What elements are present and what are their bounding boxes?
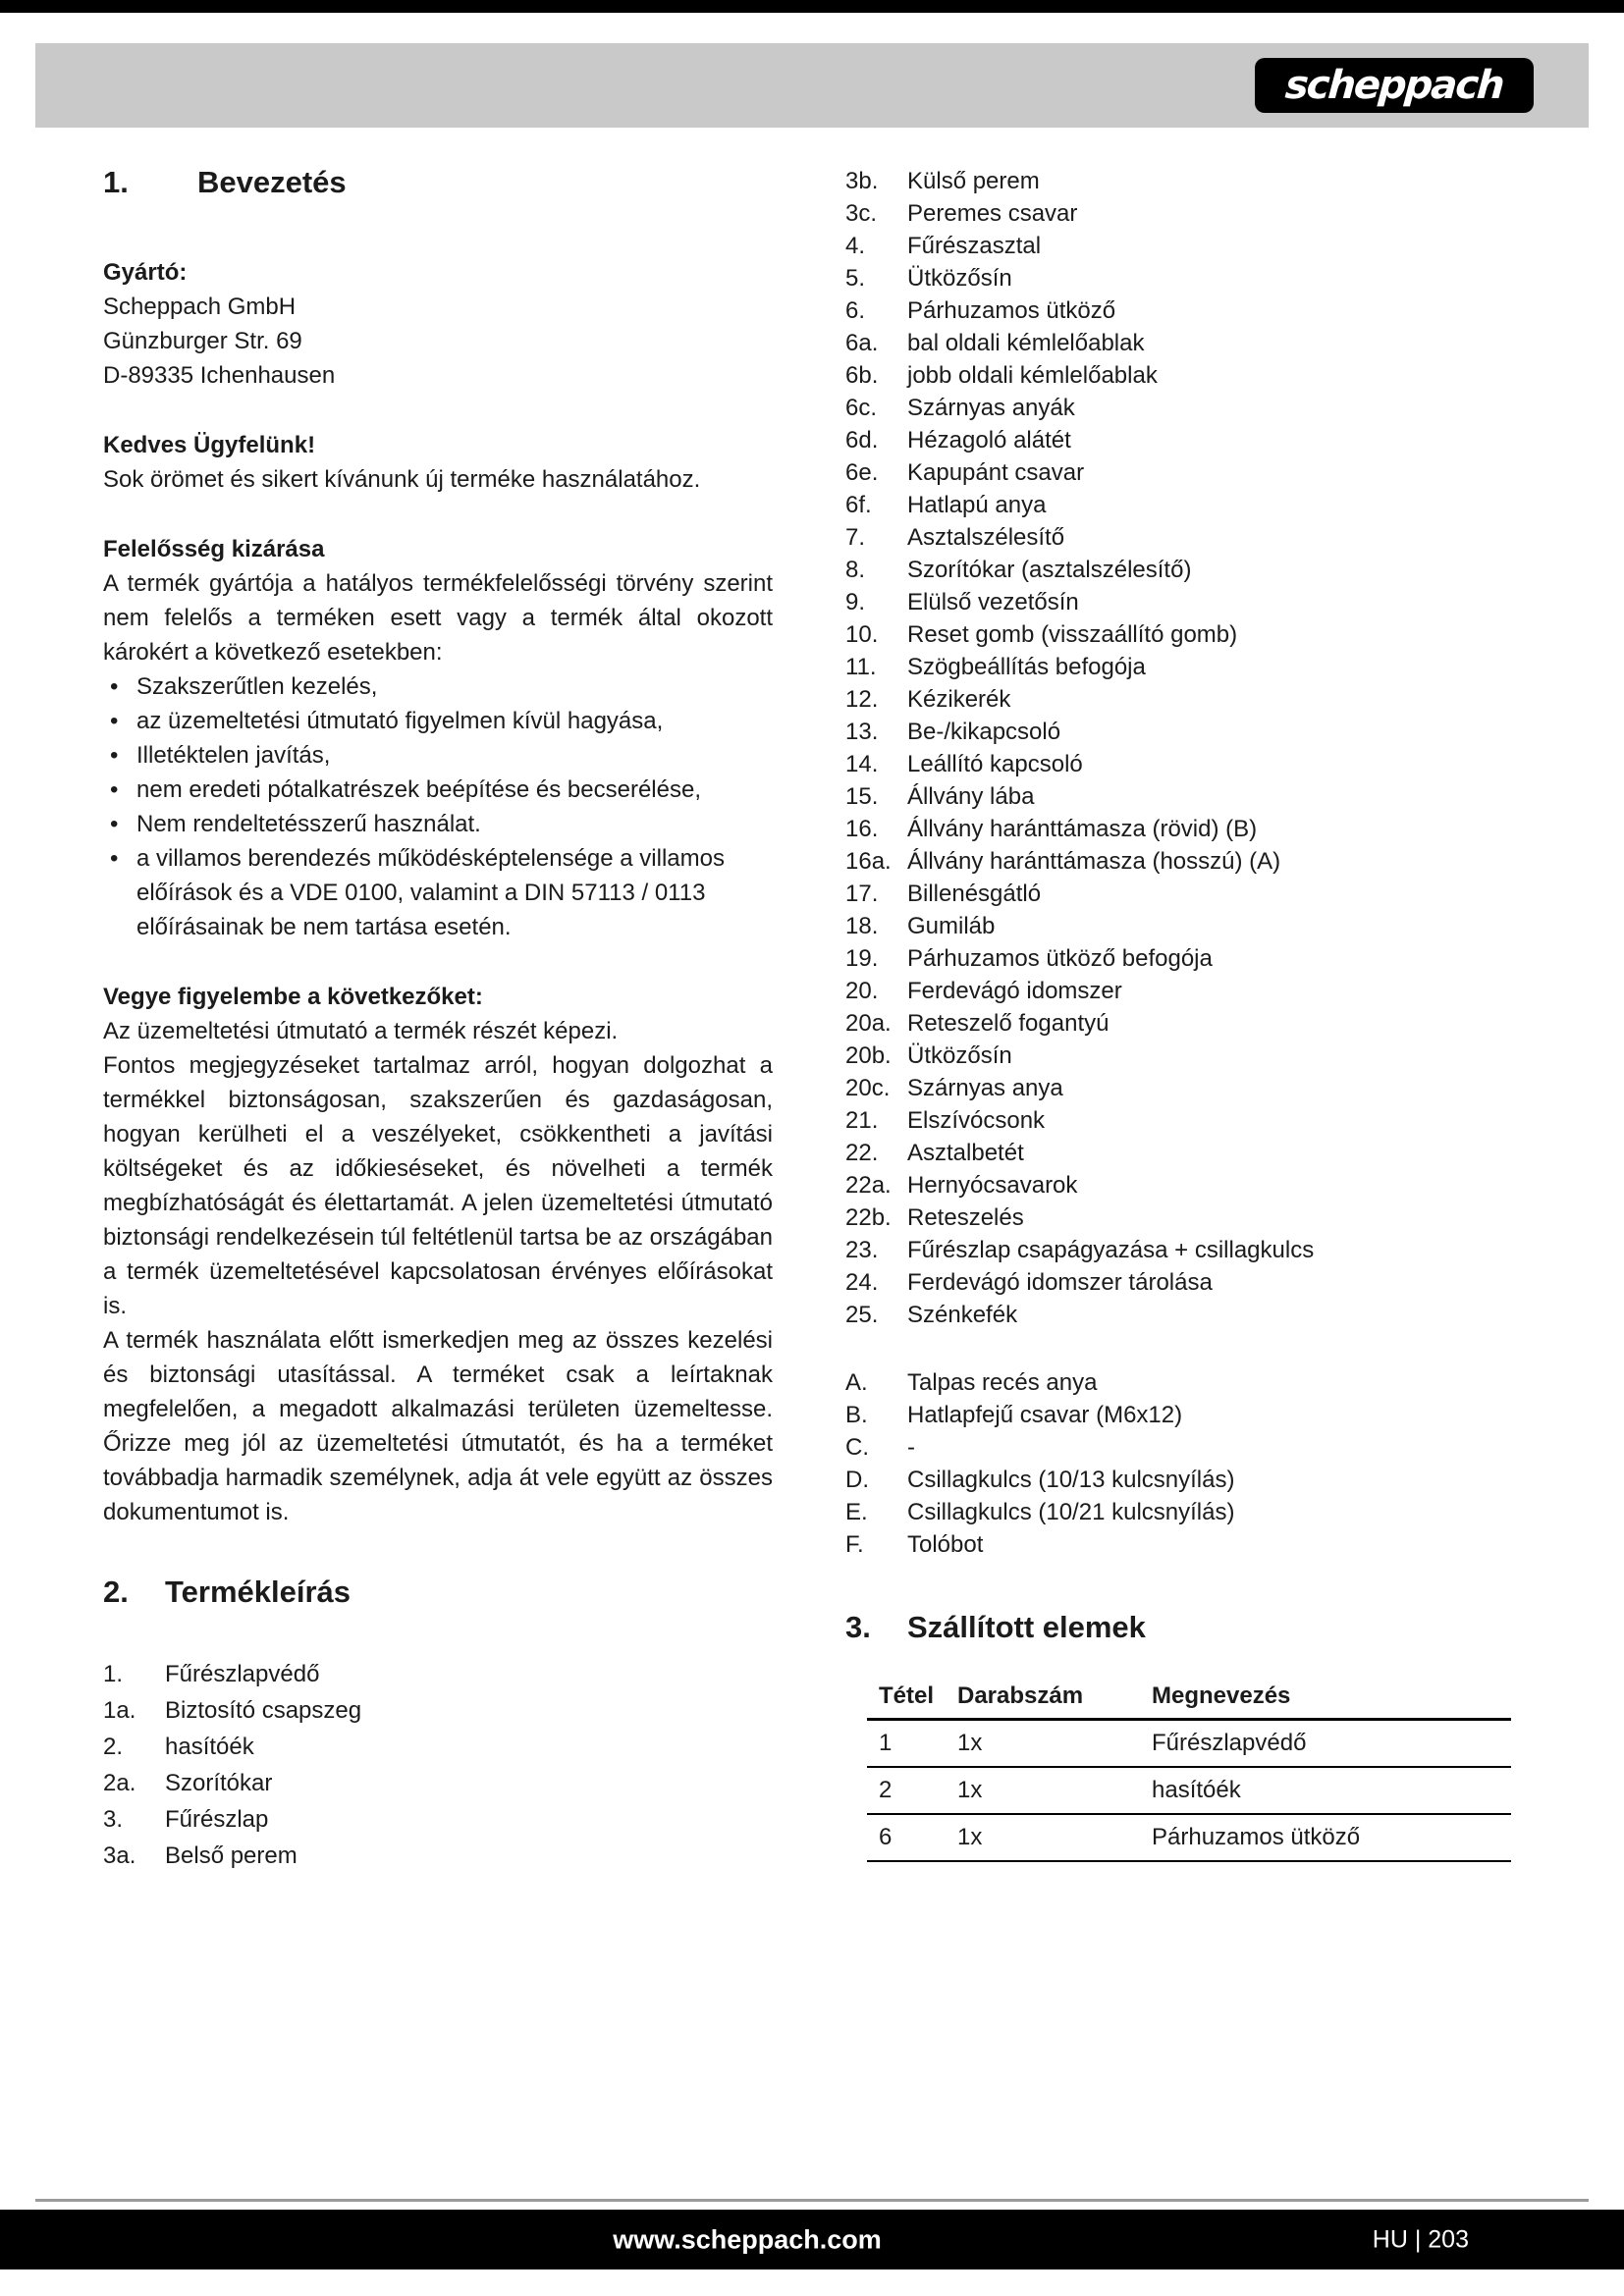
cell-item: 1 [867,1719,957,1767]
delivery-table-wrap [867,1681,1511,1862]
part-number: 20. [845,978,879,1004]
part-label: Gumiláb [907,913,996,939]
part-number: 4. [845,233,866,259]
address-line: Scheppach GmbH [103,293,297,320]
part-item [845,618,1511,651]
section-2-number: 2. [103,1574,129,1609]
part-item [845,424,1511,456]
section-1-number: 1. [103,165,129,199]
liability-list-item: • az üzemeltetési útmutató figyelmen kívül hagyása, [103,704,773,738]
accessory-label: Talpas recés anya [907,1369,1098,1396]
part-label: bal oldali kémlelőablak [907,330,1145,356]
footer-hairline [35,2199,1589,2202]
part-item [845,716,1511,748]
part-item [103,1765,773,1801]
part-item [103,1656,773,1692]
part-number: 15. [845,783,879,810]
part-label: Szénkefék [907,1302,1018,1328]
part-number: 2. [103,1734,124,1761]
part-item [845,165,1511,197]
dear-customer-block [103,428,773,497]
part-number: 3a. [103,1842,136,1870]
part-label: Leállító kapcsoló [907,751,1083,777]
part-label: Hernyócsavarok [907,1172,1078,1199]
part-item [845,456,1511,489]
accessory-item [845,1399,1511,1431]
col-header-name: Megnevezés [1152,1681,1511,1720]
part-number: 1a. [103,1697,136,1725]
left-column [103,165,773,1874]
part-label: Szárnyas anya [907,1075,1063,1101]
accessory-letter: C. [845,1434,869,1461]
accessory-item [845,1366,1511,1399]
part-item [845,845,1511,878]
liability-intro: A termék gyártója a hatályos termékfelelősségi törvény szerint nem felelős a terméken esett vagy a termék által okozott károkért a következő esetekben: [103,569,773,666]
part-number: 13. [845,719,879,745]
liability-list-item: • Szakszerűtlen kezelés, [103,669,773,704]
note-paragraph: Fontos megjegyzéseket tartalmaz arról, hogyan dolgozhat a termékkel biztonságosan, szakszerűen és gazdaságosan, hogyan kerülheti el a veszélyeket, csökkentheti a javítási költségeket és az időkieséseket, és növelheti a termék megbízhatóságát és élettartamát. A jelen üzemeltetési útmutató biztonsági rendelkezésein túl feltétlenül tartsa be az országában a termék üzemeltetésével kapcsolatosan érvényes előírásokat is. [103,1051,773,1319]
part-label: jobb oldali kémlelőablak [907,362,1158,389]
table-row [867,1719,1511,1767]
part-label: Fűrészlapvédő [165,1661,320,1688]
part-label: Reteszelő fogantyú [907,1010,1110,1037]
part-label: Külső perem [907,168,1040,194]
part-item [845,327,1511,359]
part-number: 20c. [845,1075,891,1101]
manufacturer-label: Gyártó: [103,258,188,286]
part-item [845,1072,1511,1104]
part-label: Kapupánt csavar [907,459,1085,486]
part-number: 25. [845,1302,879,1328]
part-number: 22b. [845,1204,892,1231]
part-item [845,683,1511,716]
part-label: Állvány haránttámasza (hosszú) (A) [907,848,1281,875]
part-label: Fűrészasztal [907,233,1042,259]
part-item [845,651,1511,683]
section-2-title: Termékleírás [165,1574,351,1609]
section-3-title: Szállított elemek [907,1610,1146,1644]
part-item [845,1266,1511,1299]
part-label: Fűrészlap csapágyazása + csillagkulcs [907,1237,1315,1263]
liability-list-item: • Illetéktelen javítás, [103,738,773,773]
part-item [103,1838,773,1874]
part-item [845,197,1511,230]
dear-customer-label: Kedves Ügyfelünk! [103,431,316,458]
part-label: Elszívócsonk [907,1107,1046,1134]
part-number: 6d. [845,427,879,454]
part-label: Párhuzamos ütköző befogója [907,945,1213,972]
accessory-label: Csillagkulcs (10/13 kulcsnyílás) [907,1467,1235,1493]
part-item [103,1729,773,1765]
right-column [845,165,1511,1874]
delivery-table [867,1681,1511,1862]
note-block [103,980,773,1529]
liability-list-item: • a villamos berendezés működésképtelensége a villamos előírások és a VDE 0100, valamint a DIN 57113 / 0113 előírásainak be nem tartása esetén. [103,841,773,944]
part-number: 3b. [845,168,879,194]
accessory-letter: E. [845,1499,868,1525]
accessory-item [845,1528,1511,1561]
accessory-item [845,1496,1511,1528]
part-item [845,878,1511,910]
part-number: 16. [845,816,879,842]
accessory-item [845,1464,1511,1496]
scheppach-logo-text: scheppach [1283,63,1505,108]
parts-list-left [103,1656,773,1874]
part-item [845,780,1511,813]
cell-name: Párhuzamos ütköző [1152,1814,1511,1861]
accessory-label: - [907,1434,915,1461]
parts-list-right [845,165,1511,1331]
part-item [845,489,1511,521]
part-item [845,1040,1511,1072]
part-item [845,1234,1511,1266]
cell-qty: 1x [957,1719,1152,1767]
accessory-label: Hatlapfejű csavar (M6x12) [907,1402,1183,1428]
part-number: 9. [845,589,866,615]
part-item [845,392,1511,424]
part-number: 6. [845,297,866,324]
part-item [845,586,1511,618]
part-item [103,1801,773,1838]
part-number: 14. [845,751,879,777]
part-number: 3. [103,1806,124,1834]
cell-name: hasítóék [1152,1767,1511,1814]
section-3-number: 3. [845,1610,871,1644]
part-number: 19. [845,945,879,972]
content-columns [103,165,1511,1874]
part-label: Állvány haránttámasza (rövid) (B) [907,816,1258,842]
part-item [845,262,1511,294]
part-label: Billenésgátló [907,881,1042,907]
part-label: Reset gomb (visszaállító gomb) [907,621,1238,648]
part-label: Asztalszélesítő [907,524,1065,551]
part-number: 16a. [845,848,892,875]
part-label: Szorítókar [165,1770,273,1797]
part-label: hasítóék [165,1734,254,1761]
part-number: 22a. [845,1172,892,1199]
part-label: Szögbeállítás befogója [907,654,1146,680]
footer-page-number: HU | 203 [1372,2225,1469,2253]
part-number: 7. [845,524,866,551]
part-label: Biztosító csapszeg [165,1697,362,1725]
part-number: 6a. [845,330,879,356]
part-number: 6e. [845,459,879,486]
part-item [845,521,1511,554]
part-label: Szárnyas anyák [907,395,1075,421]
part-number: 2a. [103,1770,136,1797]
footer-bar [0,2210,1624,2269]
part-item [845,230,1511,262]
part-label: Hézagoló alátét [907,427,1071,454]
part-number: 11. [845,654,877,680]
part-number: 17. [845,881,879,907]
accessory-letter: D. [845,1467,869,1493]
note-paragraph: Az üzemeltetési útmutató a termék részét képezi. [103,1017,619,1044]
liability-list [103,669,773,944]
part-item [845,1169,1511,1201]
part-item [845,554,1511,586]
liability-label: Felelősség kizárása [103,535,325,562]
part-item [845,748,1511,780]
cell-item: 2 [867,1767,957,1814]
note-paragraphs [103,1014,773,1529]
section-2-heading [103,1575,773,1610]
cell-qty: 1x [957,1767,1152,1814]
part-number: 6c. [845,395,878,421]
section-1-title: Bevezetés [197,165,347,199]
header-band [35,43,1589,128]
part-item [845,1104,1511,1137]
manufacturer-block [103,255,773,393]
footer-url: www.scheppach.com [613,2224,882,2254]
part-number: 3c. [845,200,878,227]
part-label: Elülső vezetősín [907,589,1079,615]
part-number: 12. [845,686,879,713]
part-number: 6f. [845,492,872,518]
part-label: Asztalbetét [907,1140,1024,1166]
part-number: 1. [103,1661,124,1688]
part-number: 6b. [845,362,879,389]
address-line: D-89335 Ichenhausen [103,361,336,389]
part-label: Hatlapú anya [907,492,1047,518]
part-item [845,1299,1511,1331]
dear-customer-text: Sok örömet és sikert kívánunk új terméke használatához. [103,465,701,493]
part-item [845,1137,1511,1169]
section-1-heading [103,165,773,200]
part-number: 23. [845,1237,879,1263]
part-label: Belső perem [165,1842,298,1870]
part-number: 18. [845,913,879,939]
delivery-table-body [867,1719,1511,1861]
delivery-table-header-row [867,1681,1511,1720]
part-label: Kézikerék [907,686,1011,713]
part-item [845,975,1511,1007]
cell-name: Fűrészlapvédő [1152,1719,1511,1767]
part-item [845,910,1511,942]
table-row [867,1767,1511,1814]
part-label: Fűrészlap [165,1806,269,1834]
note-label: Vegye figyelembe a következőket: [103,983,483,1010]
part-item [845,1201,1511,1234]
address-line: Günzburger Str. 69 [103,327,302,354]
accessory-letter: B. [845,1402,868,1428]
scheppach-logo [1255,58,1534,113]
part-item [845,294,1511,327]
section-3-heading [845,1610,1511,1645]
part-item [845,1007,1511,1040]
part-label: Peremes csavar [907,200,1078,227]
accessory-letter: A. [845,1369,868,1396]
accessory-item [845,1431,1511,1464]
part-number: 21. [845,1107,879,1134]
part-item [103,1692,773,1729]
col-header-qty: Darabszám [957,1681,1152,1720]
part-number: 20a. [845,1010,892,1037]
part-label: Szorítókar (asztalszélesítő) [907,557,1192,583]
accessory-letter-list [845,1366,1511,1561]
part-item [845,359,1511,392]
note-paragraph: A termék használata előtt ismerkedjen meg az összes kezelési és biztonsági utasítással. A terméket csak a leírtaknak megfelelően, a megadott alkalmazási területen üzemeltesse. Őrizze meg jól az üzemeltetési útmutatót, és ha a terméket továbbadja harmadik személynek, adja át vele együtt az összes dokumentumot is. [103,1326,773,1525]
col-header-item: Tétel [867,1681,957,1720]
part-label: Be-/kikapcsoló [907,719,1061,745]
part-label: Állvány lába [907,783,1035,810]
part-label: Ferdevágó idomszer [907,978,1122,1004]
part-label: Ütközősín [907,265,1012,292]
part-number: 8. [845,557,866,583]
part-label: Ferdevágó idomszer tárolása [907,1269,1213,1296]
liability-list-item: • Nem rendeltetésszerű használat. [103,807,773,841]
delivery-table-head [867,1681,1511,1720]
part-number: 24. [845,1269,879,1296]
part-number: 22. [845,1140,879,1166]
liability-list-item: • nem eredeti pótalkatrészek beépítése és becserélése, [103,773,773,807]
part-item [845,942,1511,975]
part-label: Ütközősín [907,1042,1012,1069]
accessory-letter: F. [845,1531,864,1558]
cell-item: 6 [867,1814,957,1861]
accessory-label: Csillagkulcs (10/21 kulcsnyílás) [907,1499,1235,1525]
part-label: Párhuzamos ütköző [907,297,1116,324]
part-number: 20b. [845,1042,892,1069]
part-label: Reteszelés [907,1204,1024,1231]
manufacturer-address [103,290,773,393]
part-number: 10. [845,621,879,648]
top-black-bar [0,0,1624,13]
part-number: 5. [845,265,866,292]
part-item [845,813,1511,845]
accessory-label: Tolóbot [907,1531,984,1558]
cell-qty: 1x [957,1814,1152,1861]
table-row [867,1814,1511,1861]
liability-block [103,532,773,944]
